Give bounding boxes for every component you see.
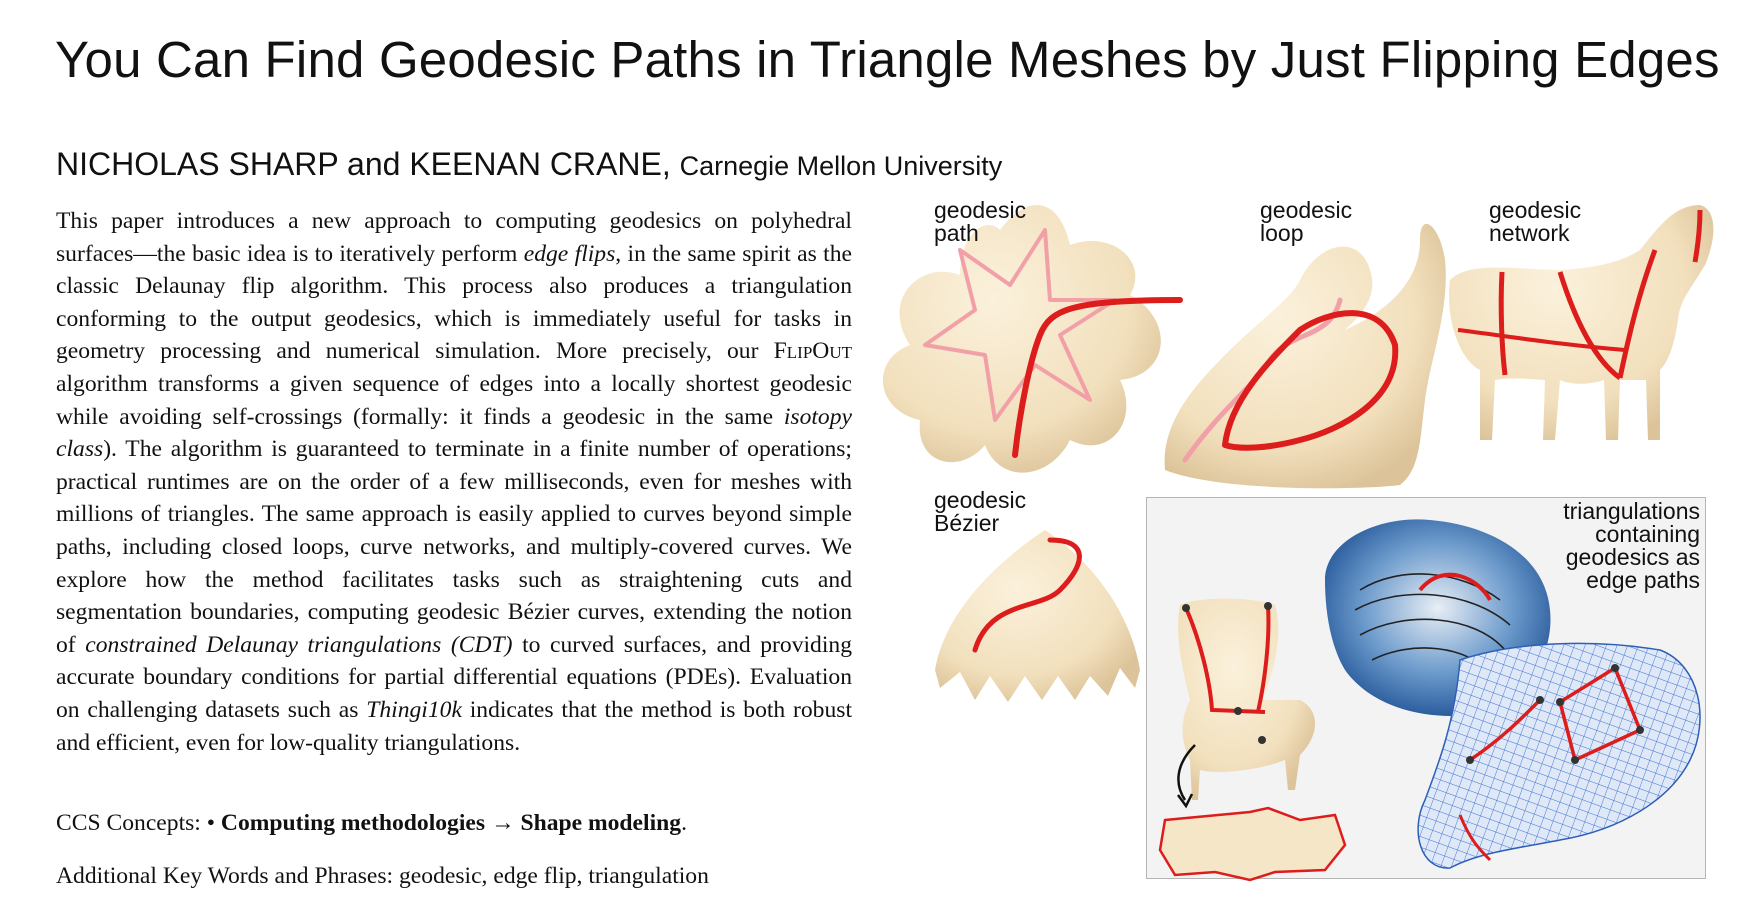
label-geodesic-network [1489, 199, 1581, 245]
wireframe-mesh [1418, 643, 1700, 868]
abstract-emph-isotopy: isotopy class [56, 403, 852, 463]
label-geodesic-loop [1260, 199, 1352, 245]
label-triangulations [1520, 500, 1700, 592]
abstract-text: to curved surfaces, and providing accurate boundary conditions for partial differential equations (PDEs). Evaluation on challenging datasets such as [56, 631, 852, 723]
abstract-emph-edge-flips: edge flips [523, 240, 616, 267]
label-line: geodesic [934, 487, 1027, 513]
keywords: Additional Key Words and Phrases: geodesic, edge flip, triangulation [56, 863, 709, 889]
algorithm-name: FlipOut [773, 338, 852, 365]
label-line: network [1489, 220, 1570, 246]
label-line: geodesic [934, 197, 1027, 223]
abstract-text: algorithm transforms a given sequence of edges into a locally shortest geodesic while avoiding self-crossings (formally: it finds a geodesic in the same [56, 370, 852, 430]
star-mesh [883, 205, 1180, 473]
label-line: geodesic [1260, 197, 1353, 223]
ccs-prefix: CCS Concepts: • [56, 810, 221, 836]
sculpture-mesh [1165, 220, 1446, 488]
abstract-text: This paper introduces a new approach to computing geodesics on polyhedral surfaces—the basic idea is to iteratively perform [56, 208, 852, 267]
author-names: NICHOLAS SHARP and KEENAN CRANE, [56, 146, 671, 182]
label-line: Bézier [934, 510, 1000, 536]
label-line: path [934, 220, 979, 246]
ccs-concept: Computing methodologies → Shape modeling [220, 810, 682, 836]
label-line: triangulations [1563, 498, 1700, 524]
abstract-emph-thingi: Thingi10k [366, 696, 462, 723]
label-line: geodesic [1489, 197, 1582, 223]
abstract-text: ). The algorithm is guaranteed to terminate in a finite number of operations; practical runtimes are on the order of a few milliseconds, even for meshes with millions of triangles. The same approach is easily applied to curves beyond simple paths, including closed loops, curve networks, and multiply-covered curves. We explore how the method facilitates tasks such as straightening cuts and segmentation boundaries, computing geodesic Bézier curves, extending the notion of [56, 436, 852, 658]
abstract-emph-cdt: constrained Delaunay triangulations (CDT) [85, 631, 513, 658]
label-geodesic-path [934, 199, 1026, 245]
label-line: containing [1595, 521, 1700, 547]
affiliation: Carnegie Mellon University [679, 151, 1003, 181]
label-geodesic-bezier [934, 489, 1026, 535]
paper-title: You Can Find Geodesic Paths in Triangle Meshes by Just Flipping Edges [55, 31, 1720, 88]
abstract-text: , in the same spirit as the classic Delaunay flip algorithm. This process also produces a triangulation conforming to the output geodesics, which is immediately useful for tasks in geometry processing and numerical simulation. More precisely, our [56, 240, 852, 365]
ccs-suffix: . [681, 810, 687, 836]
chair-mesh [1160, 599, 1345, 880]
dome-mesh [935, 530, 1140, 702]
label-line: loop [1260, 220, 1304, 246]
label-line: geodesics as [1565, 544, 1700, 570]
abstract-text: indicates that the method is both robust and efficient, even for low-quality triangulations. [56, 696, 852, 756]
label-line: edge paths [1586, 567, 1700, 593]
